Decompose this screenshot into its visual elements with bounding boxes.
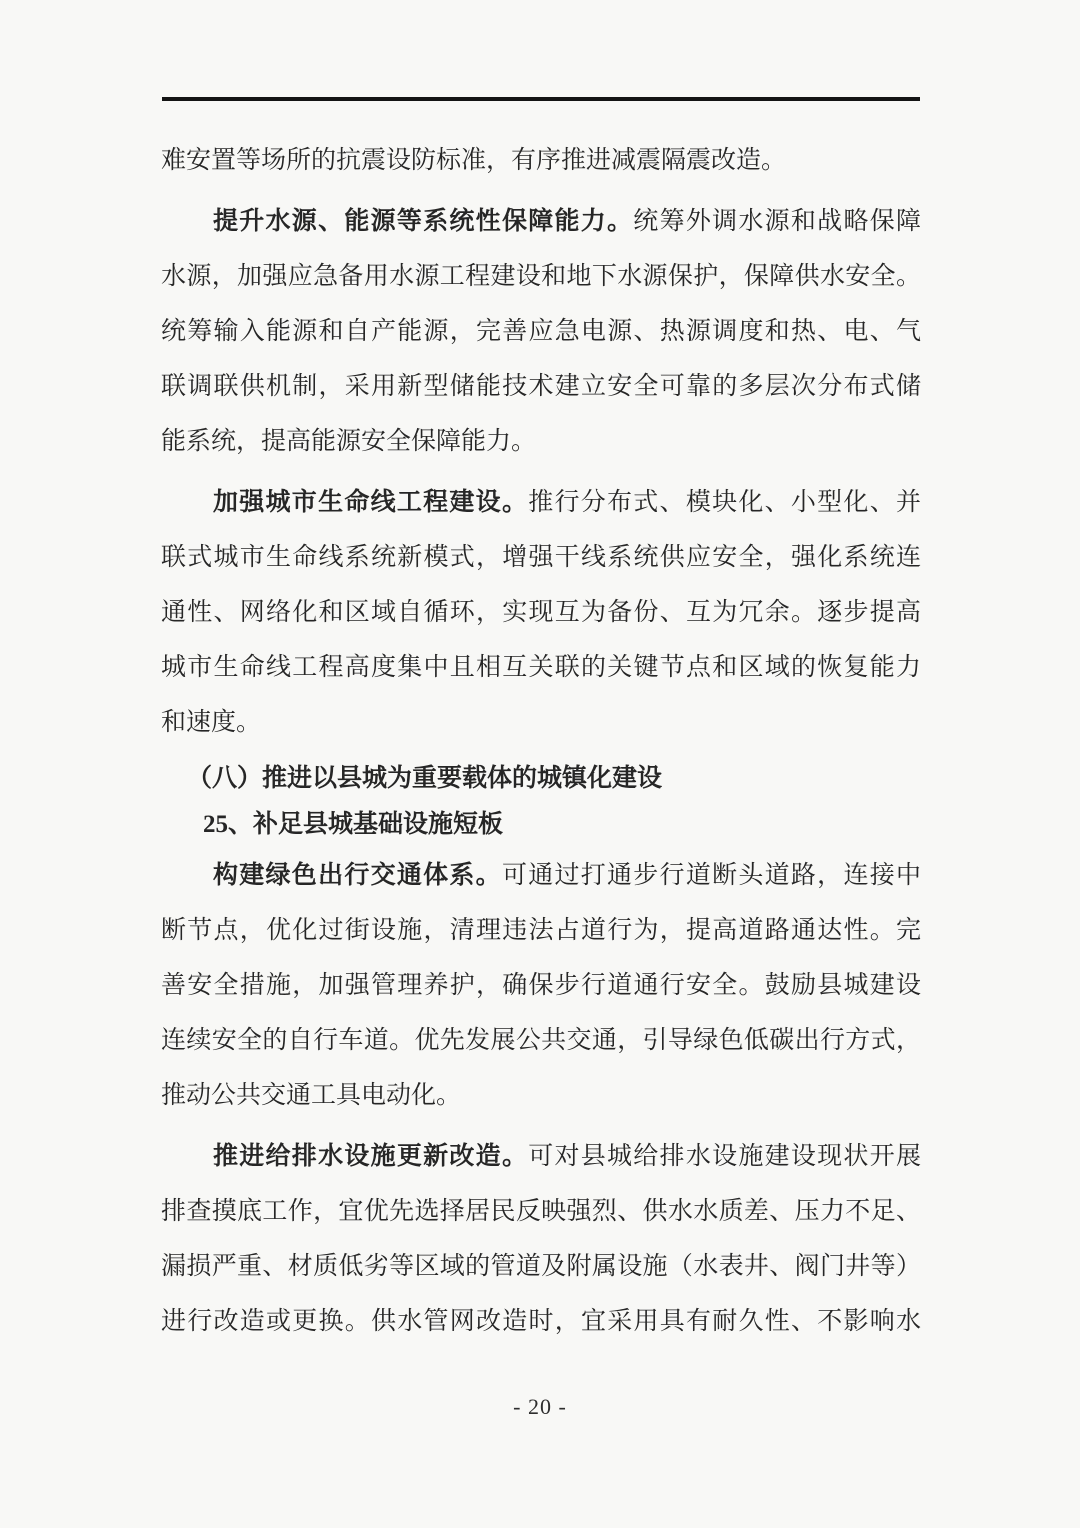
line-text: 推行分布式、模块化、小型化、并 xyxy=(528,489,921,516)
line-text: 统筹外调水源和战略保障 xyxy=(633,208,921,235)
text-line: 进行改造或更换。供水管网改造时，宜采用具有耐久性、不影响水 xyxy=(161,1308,921,1335)
paragraph-lead-bold: 提升水源、能源等系统性保障能力。 xyxy=(213,208,634,235)
header-rule xyxy=(162,97,920,101)
text-line: 联式城市生命线系统新模式，增强干线系统供应安全，强化系统连 xyxy=(161,544,921,571)
text-line: 和速度。 xyxy=(161,709,262,736)
text-line: 城市生命线工程高度集中且相互关联的关键节点和区域的恢复能力 xyxy=(161,654,921,681)
para-water-energy-security xyxy=(161,194,921,469)
paragraph-lead-bold: 加强城市生命线工程建设。 xyxy=(213,489,529,516)
para-seismic-continuation xyxy=(161,133,921,188)
text-line: 漏损严重、材质低劣等区域的管道及附属设施（水表井、阀门井等） xyxy=(161,1253,921,1280)
text-line: 推动公共交通工具电动化。 xyxy=(161,1082,462,1109)
page-number: - 20 - xyxy=(513,1394,567,1419)
text-line: （八）推进以县城为重要载体的城镇化建设 xyxy=(187,765,663,792)
document-body xyxy=(161,133,921,1349)
text-line: 断节点，优化过街设施，清理违法占道行为，提高道路通达性。完 xyxy=(161,917,921,944)
text-line: 能系统，提高能源安全保障能力。 xyxy=(161,428,537,455)
text-line xyxy=(161,194,921,249)
heading-item-25 xyxy=(161,802,921,848)
text-line xyxy=(161,848,921,903)
para-green-transport xyxy=(161,848,921,1123)
text-line: 善安全措施，加强管理养护，确保步行道通行安全。鼓励县城建设 xyxy=(161,972,921,999)
text-line: 排查摸底工作，宜优先选择居民反映强烈、供水水质差、压力不足、 xyxy=(161,1198,921,1225)
para-city-lifeline xyxy=(161,475,921,750)
line-text: 可通过打通步行道断头道路，连接中 xyxy=(501,862,921,889)
para-water-drainage-renewal xyxy=(161,1129,921,1349)
text-line: 难安置等场所的抗震设防标准，有序推进减震隔震改造。 xyxy=(161,147,787,174)
line-text: 可对县城给排水设施建设现状开展 xyxy=(528,1143,921,1170)
text-line: 25、补足县城基础设施短板 xyxy=(203,811,504,838)
text-line xyxy=(161,1129,921,1184)
text-line: 水源，加强应急备用水源工程建设和地下水源保护，保障供水安全。 xyxy=(161,263,921,290)
text-line: 通性、网络化和区域自循环，实现互为备份、互为冗余。逐步提高 xyxy=(161,599,921,626)
text-line xyxy=(161,475,921,530)
heading-section-8 xyxy=(161,756,921,802)
text-line: 联调联供机制，采用新型储能技术建立安全可靠的多层次分布式储 xyxy=(161,373,921,400)
text-line: 统筹输入能源和自产能源，完善应急电源、热源调度和热、电、气 xyxy=(161,318,921,345)
paragraph-lead-bold: 构建绿色出行交通体系。 xyxy=(213,862,502,889)
paragraph-lead-bold: 推进给排水设施更新改造。 xyxy=(213,1143,529,1170)
text-line: 连续安全的自行车道。优先发展公共交通，引导绿色低碳出行方式， xyxy=(161,1027,921,1054)
